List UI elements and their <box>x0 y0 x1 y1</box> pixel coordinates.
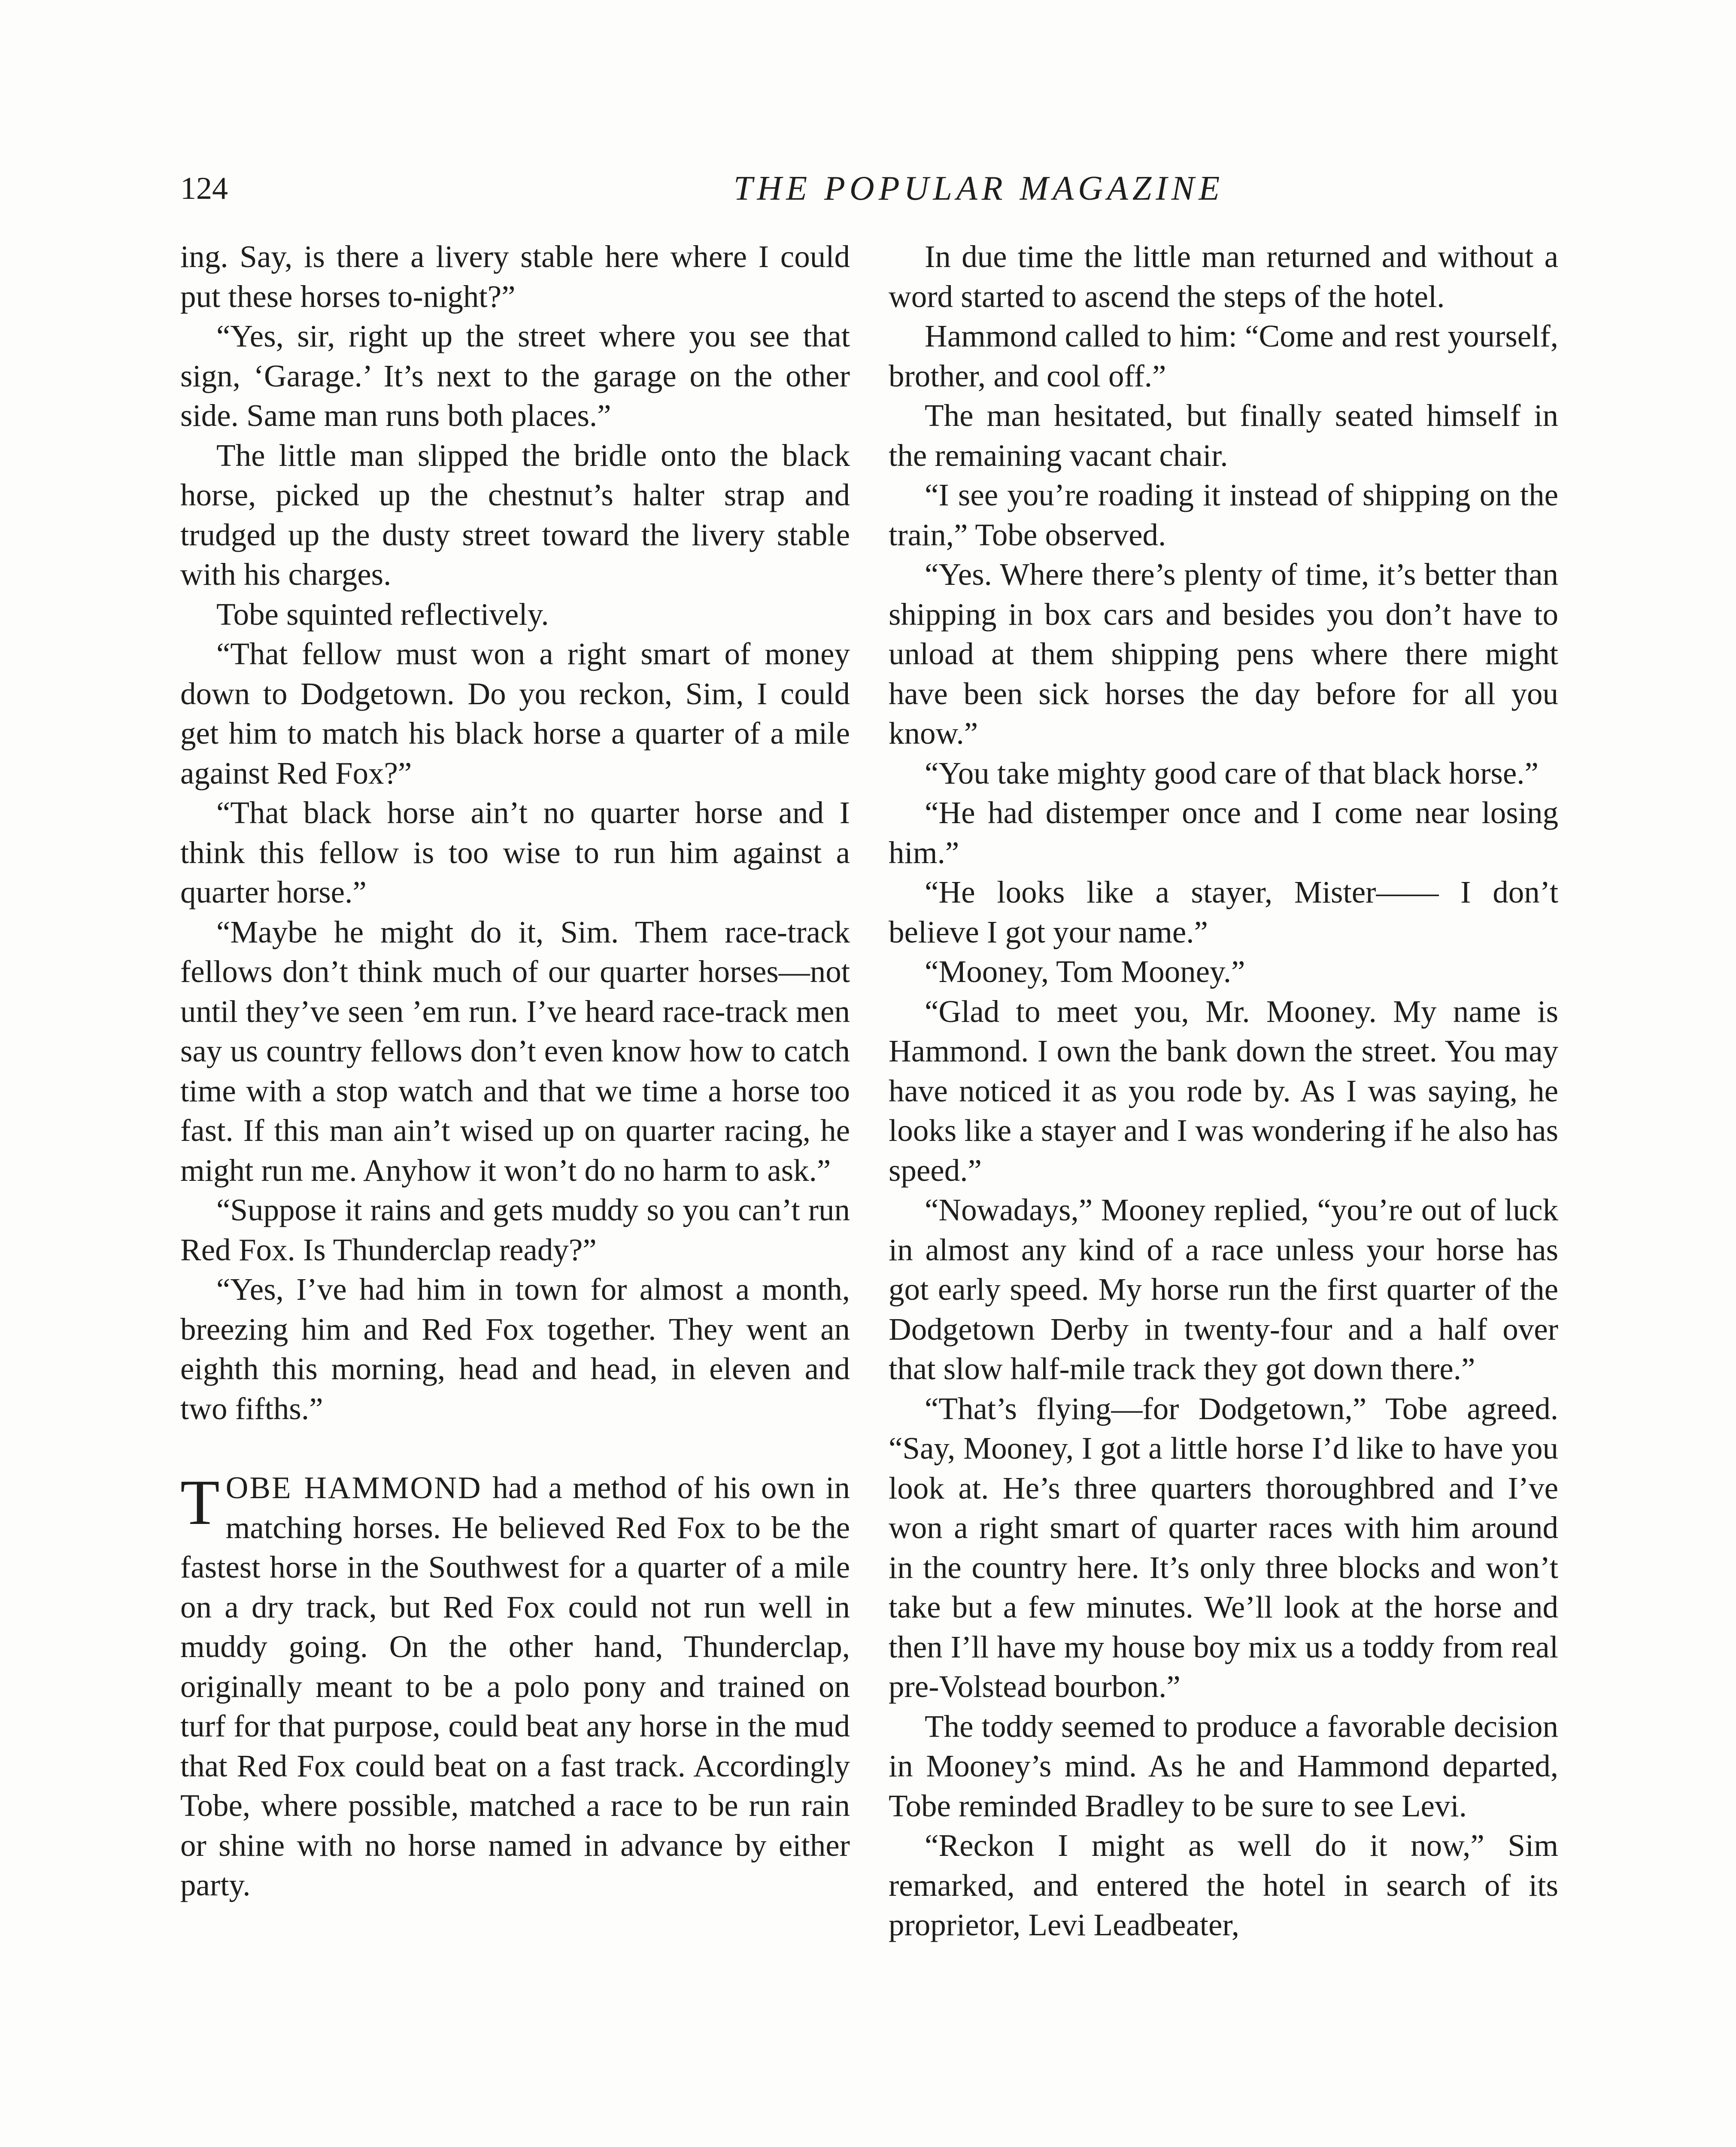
section-text: had a method of his own in matching horses. He believed Red Fox to be the fastest horse in the Southwest for a quarter of a mile on a dry track, but Red Fox could not run well in muddy going. On the other hand, Thunderclap, originally meant to be a polo pony and trained on turf for that purpose, could beat any horse in the mud that Red Fox could beat on a fast track. Accordingly Tobe, where possible, matched a race to be run rain or shine with no horse named in advance by either party. <box>180 1470 850 1902</box>
paragraph: “He had distemper once and I come near losing him.” <box>889 795 1558 870</box>
paragraph: The man hesitated, but finally seated himself in the remaining vacant chair. <box>889 398 1558 473</box>
drop-cap: T <box>180 1467 220 1538</box>
paragraph: “I see you’re roading it instead of shipping on the train,” Tobe observed. <box>889 477 1558 552</box>
paragraph: “That’s flying—for Dodgetown,” Tobe agreed. “Say, Mooney, I got a little horse I’d like to have you look at. He’s three quarters thoroughbred and I’ve won a right smart of quarter races with him around in the country here. It’s only three blocks and won’t take but a few minutes. We’ll look at the horse and then I’ll have my house boy mix us a toddy from real pre-Volstead bourbon.” <box>889 1391 1558 1704</box>
left-column <box>180 237 850 1905</box>
section-paragraph <box>180 1468 850 1905</box>
right-column <box>889 237 1558 1945</box>
paragraph: The toddy seemed to produce a favorable decision in Mooney’s mind. As he and Hammond departed, Tobe reminded Bradley to be sure to see Levi. <box>889 1709 1558 1823</box>
paragraph: “Yes, I’ve had him in town for almost a month, breezing him and Red Fox together. They went an eighth this morning, head and head, in eleven and two fifths.” <box>180 1272 850 1426</box>
paragraph: “Glad to meet you, Mr. Mooney. My name is Hammond. I own the bank down the street. You may have noticed it as you rode by. As I was saying, he looks like a stayer and I was wondering if he also has speed.” <box>889 994 1558 1188</box>
paragraph: Tobe squinted reflectively. <box>216 596 549 632</box>
paragraph: “Nowadays,” Mooney replied, “you’re out of luck in almost any kind of a race unless your horse has got early speed. My horse run the first quarter of the Dodgetown Derby in twenty-four and a half over that slow half-mile track they got down there.” <box>889 1192 1558 1386</box>
paragraph: “Maybe he might do it, Sim. Them race-track fellows don’t think much of our quarter horses—not until they’ve seen ’em run. I’ve heard race-track men say us country fellows don’t even know how to catch time with a stop watch and that we time a horse too fast. If this man ain’t wised up on quarter racing, he might run me. Anyhow it won’t do no harm to ask.” <box>180 914 850 1188</box>
paragraph: “Reckon I might as well do it now,” Sim remarked, and entered the hotel in search of its proprietor, Levi Leadbeater, <box>889 1828 1558 1942</box>
paragraph: Hammond called to him: “Come and rest yourself, brother, and cool off.” <box>889 319 1558 393</box>
paragraph: “That fellow must won a right smart of money down to Dodgetown. Do you reckon, Sim, I could get him to match his black horse a quarter of a mile against Red Fox?” <box>180 636 850 791</box>
paragraph: “That black horse ain’t no quarter horse and I think this fellow is too wise to run him against a quarter horse.” <box>180 795 850 909</box>
page-number: 124 <box>180 171 228 206</box>
paragraph: “Yes. Where there’s plenty of time, it’s better than shipping in box cars and besides you don’t have to unload at them shipping pens where there might have been sick horses the day before for all you know.” <box>889 557 1558 751</box>
paragraph: “Yes, sir, right up the street where you see that sign, ‘Garage.’ It’s next to the garage on the other side. Same man runs both places.” <box>180 319 850 433</box>
paragraph: “Suppose it rains and gets muddy so you can’t run Red Fox. Is Thunderclap ready?” <box>180 1192 850 1267</box>
paragraph: ing. Say, is there a livery stable here where I could put these horses to-night?” <box>180 239 850 314</box>
paragraph: “You take mighty good care of that black horse.” <box>925 755 1539 791</box>
paragraph: In due time the little man returned and without a word started to ascend the steps of the hotel. <box>889 239 1558 314</box>
running-head <box>180 165 1563 212</box>
paragraph: “Mooney, Tom Mooney.” <box>925 954 1245 989</box>
section-lead-in: OBE HAMMOND <box>225 1470 482 1505</box>
paragraph: The little man slipped the bridle onto the black horse, picked up the chestnut’s halter strap and trudged up the dusty street toward the livery stable with his charges. <box>180 438 850 592</box>
paragraph: “He looks like a stayer, Mister—— I don’t believe I got your name.” <box>889 875 1558 949</box>
magazine-title: THE POPULAR MAGAZINE <box>733 170 1224 207</box>
